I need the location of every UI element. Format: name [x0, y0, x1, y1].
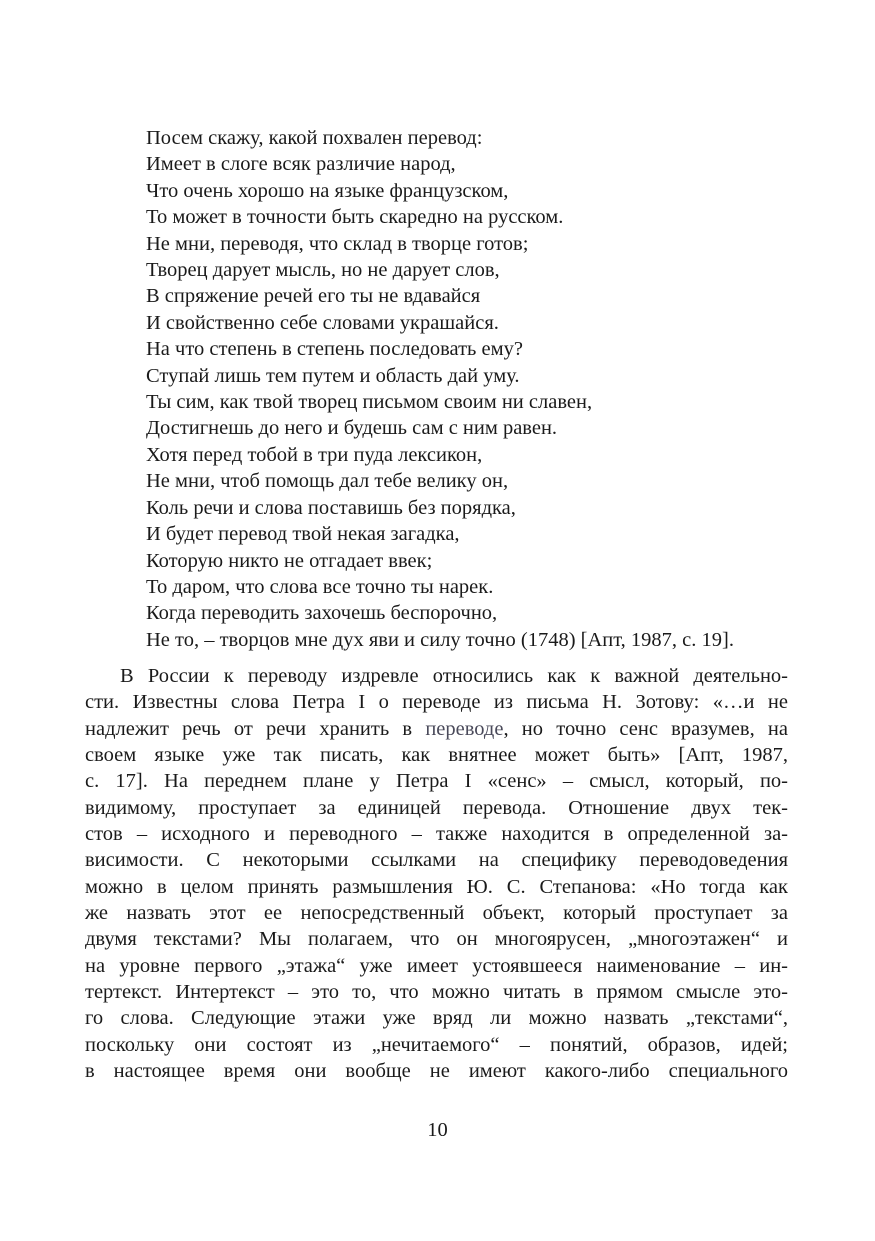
paragraph-line: сти. Известны слова Петра I о переводе из письма Н. Зотову: «…и не: [85, 691, 788, 714]
poem-line: Ты сим, как твой творец письмом своим ни славен,: [146, 391, 593, 414]
paragraph-line: с. 17]. На переднем плане у Петра I «сенс» – смысл, который, по-: [85, 770, 788, 793]
paragraph-line: видимому, проступает за единицей перевода. Отношение двух тек-: [85, 796, 788, 819]
paragraph-text: надлежит речь от речи хранить в: [85, 717, 426, 740]
paragraph-line: го слова. Следующие этажи уже вряд ли можно назвать „текстами“,: [85, 1007, 788, 1030]
poem-line: Творец дарует мысль, но не дарует слов,: [146, 259, 500, 282]
paragraph-line: двумя текстами? Мы полагаем, что он многоярусен, „многоэтажен“ и: [85, 928, 788, 951]
poem-line: И свойственно себе словами украшайся.: [146, 311, 499, 334]
poem-line: Коль речи и слова поставишь без порядка,: [146, 496, 516, 519]
paragraph-line: [85, 716, 788, 742]
paragraph-line: своем языке уже так писать, как внятнее может быть» [Апт, 1987,: [85, 744, 788, 767]
poem-line: Достигнешь до него и будешь сам с ним равен.: [146, 417, 558, 440]
paragraph-line: на уровне первого „этажа“ уже имеет устоявшееся наименование – ин-: [85, 954, 788, 977]
poem-line: Не то, – творцов мне дух яви и силу точно (1748) [Апт, 1987, с. 19].: [146, 628, 734, 651]
poem-line: Которую никто не отгадает ввек;: [146, 549, 433, 572]
poem-line: На что степень в степень последовать ему?: [146, 338, 523, 361]
paragraph-line: можно в целом принять размышления Ю. С. Степанова: «Но тогда как: [85, 875, 788, 898]
poem-line: В спряжение речей его ты не вдавайся: [146, 285, 481, 308]
poem-line: Не мни, чтоб помощь дал тебе велику он,: [146, 470, 509, 493]
paragraph-line: поскольку они состоят из „нечитаемого“ – понятий, образов, идей;: [85, 1033, 788, 1056]
paragraph-line: в настоящее время они вообще не имеют какого-либо специального: [85, 1060, 788, 1083]
poem-quotation: [146, 125, 826, 653]
hyperlink-perevode[interactable]: переводе: [425, 717, 504, 740]
poem-line: Когда переводить захочешь беспорочно,: [146, 602, 498, 625]
page-number: 10: [427, 1119, 448, 1141]
poem-line: Хотя перед тобой в три пуда лексикон,: [146, 443, 483, 466]
poem-line: Что очень хорошо на языке французском,: [146, 179, 509, 202]
paragraph-line: тертекст. Интертекст – это то, что можно читать в прямом смысле это-: [85, 981, 788, 1004]
body-paragraph: [85, 663, 788, 1085]
paragraph-line: висимости. С некоторыми ссылками на специфику переводоведения: [85, 849, 788, 872]
poem-line: То может в точности быть скаредно на русском.: [146, 206, 564, 229]
paragraph-text: , но точно сенс вразумев, на: [503, 717, 788, 740]
poem-line: Имеет в слоге всяк различие народ,: [146, 153, 456, 176]
paragraph-line: же назвать этот ее непосредственный объект, который проступает за: [85, 902, 788, 925]
poem-line: Ступай лишь тем путем и область дай уму.: [146, 364, 520, 387]
poem-line: Посем скажу, какой похвален перевод:: [146, 127, 483, 149]
poem-line: То даром, что слова все точно ты нарек.: [146, 575, 494, 598]
poem-line: И будет перевод твой некая загадка,: [146, 523, 460, 546]
paragraph-line: стов – исходного и переводного – также находится в определенной за-: [85, 823, 788, 846]
paragraph-line: В России к переводу издревле относились как к важной деятельно-: [120, 665, 788, 687]
poem-line: Не мни, переводя, что склад в творце готов;: [146, 232, 529, 255]
